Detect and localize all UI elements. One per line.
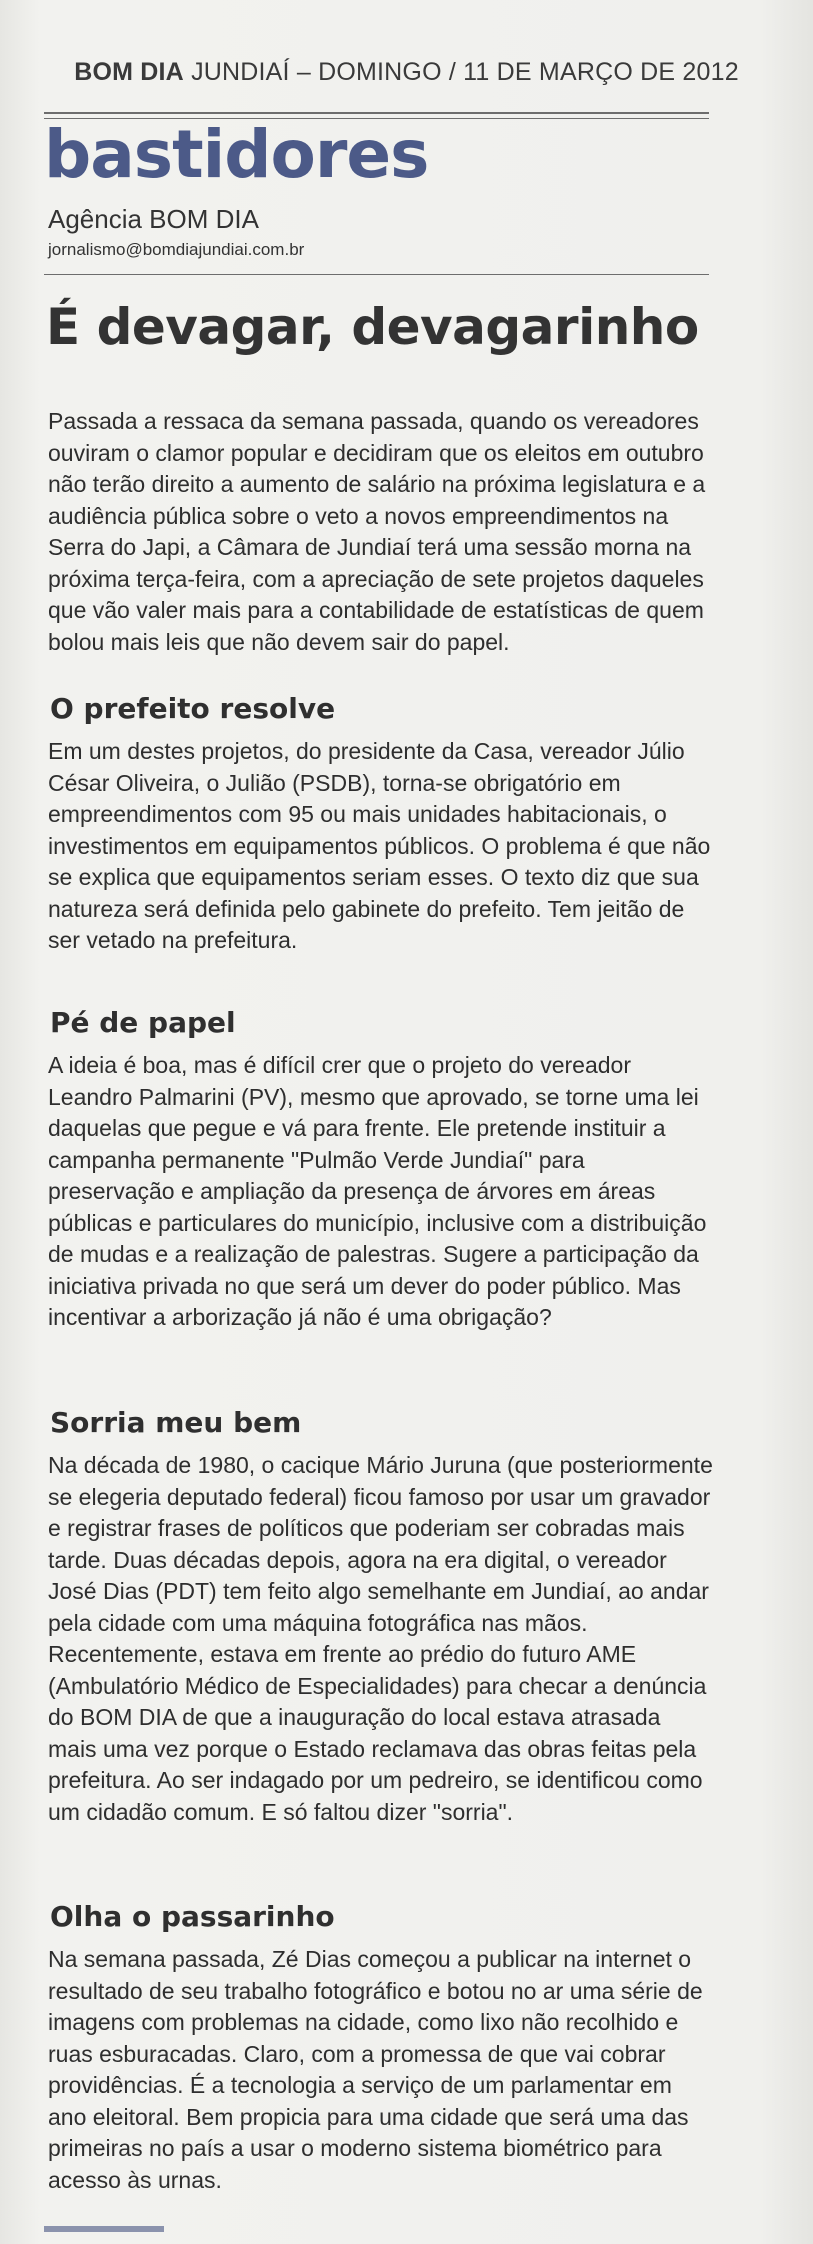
masthead (0, 58, 813, 87)
column-agency: Agência BOM DIA (48, 204, 259, 234)
column-email: jornalismo@bomdiajundiai.com.br (48, 240, 305, 259)
section-text-prefeito: Em um destes projetos, do presidente da Casa, vereador Júlio César Oliveira, o Julião (PSDB), torna-se obrigatório em empreendimentos com 95 ou mais unidades habitacionais, o investimentos em equipamentos públicos. O problema é que não se explica que equipamentos seriam esses. O texto diz que sua natureza será definida pelo gabinete do prefeito. Tem jeitão de ser vetado na prefeitura. (48, 738, 711, 953)
section-text-passarinho: Na semana passada, Zé Dias começou a publicar na internet o resultado de seu trabalho fotográfico e botou no ar uma série de imagens com problemas na cidade, como lixo não recolhido e ruas esburacadas. Claro, com a promessa de que vai cobrar providências. É a tecnologia a serviço de um parlamentar em ano eleitoral. Bem propicia para uma cidade que será uma das primeiras no país a usar o moderno sistema biométrico para acesso às urnas. (48, 1946, 703, 2193)
article-intro: Passada a ressaca da semana passada, quando os vereadores ouviram o clamor popular e decidiram que os eleitos em outubro não terão direito a aumento de salário na próxima legislatura e a audiência pública sobre o veto a novos empreendimentos na Serra do Japi, a Câmara de Jundiaí terá uma sessão morna na próxima terça-feira, com a apreciação de sete projetos daqueles que vão valer mais para a contabilidade de estatísticas de quem bolou mais leis que não devem sair do papel. (48, 408, 706, 655)
section-title-prefeito: O prefeito resolve (50, 692, 336, 725)
section-text-sorria: Na década de 1980, o cacique Mário Juruna (que posteriormente se elegeria deputado federal) ficou famoso por usar um gravador e registrar frases de políticos que poderiam ser cobradas mais tarde. Duas décadas depois, agora na era digital, o vereador José Dias (PDT) tem feito algo semelhante em Jundiaí, ao andar pela cidade com uma máquina fotográfica nas mãos. Recentemente, estava em frente ao prédio do futuro AME (Ambulatório Médico de Especialidades) para checar a denúncia do BOM DIA de que a inauguração do local estava atrasada mais uma vez porque o Estado reclamava das obras feitas pela prefeitura. Ao ser indagado por um pedreiro, se identificou como um cidadão comum. E só faltou dizer "sorria". (48, 1452, 713, 1825)
masthead-brand: BOM DIA (74, 58, 184, 86)
footer-rule (44, 2226, 164, 2232)
section-title-sorria: Sorria meu bem (50, 1406, 302, 1439)
section-title-passarinho: Olha o passarinho (50, 1900, 335, 1933)
header-rule (44, 274, 709, 275)
column-section-name: bastidores (44, 116, 429, 193)
section-title-pe-de-papel: Pé de papel (50, 1006, 236, 1039)
masthead-rule (44, 112, 709, 114)
section-text-pe-de-papel: A ideia é boa, mas é difícil crer que o projeto do vereador Leandro Palmarini (PV), mesmo que aprovado, se torne uma lei daquelas que pegue e vá para frente. Ele pretende instituir a campanha permanente "Pulmão Verde Jundiaí" para preservação e ampliação da presença de árvores em áreas públicas e particulares do município, inclusive com a distribuição de mudas e a realização de palestras. Sugere a participação da iniciativa privada no que será um dever do poder público. Mas incentivar a arborização já não é uma obrigação? (48, 1052, 707, 1330)
article-headline: É devagar, devagarinho (46, 298, 699, 356)
masthead-dateline: JUNDIAÍ – DOMINGO / 11 DE MARÇO DE 2012 (183, 58, 739, 86)
